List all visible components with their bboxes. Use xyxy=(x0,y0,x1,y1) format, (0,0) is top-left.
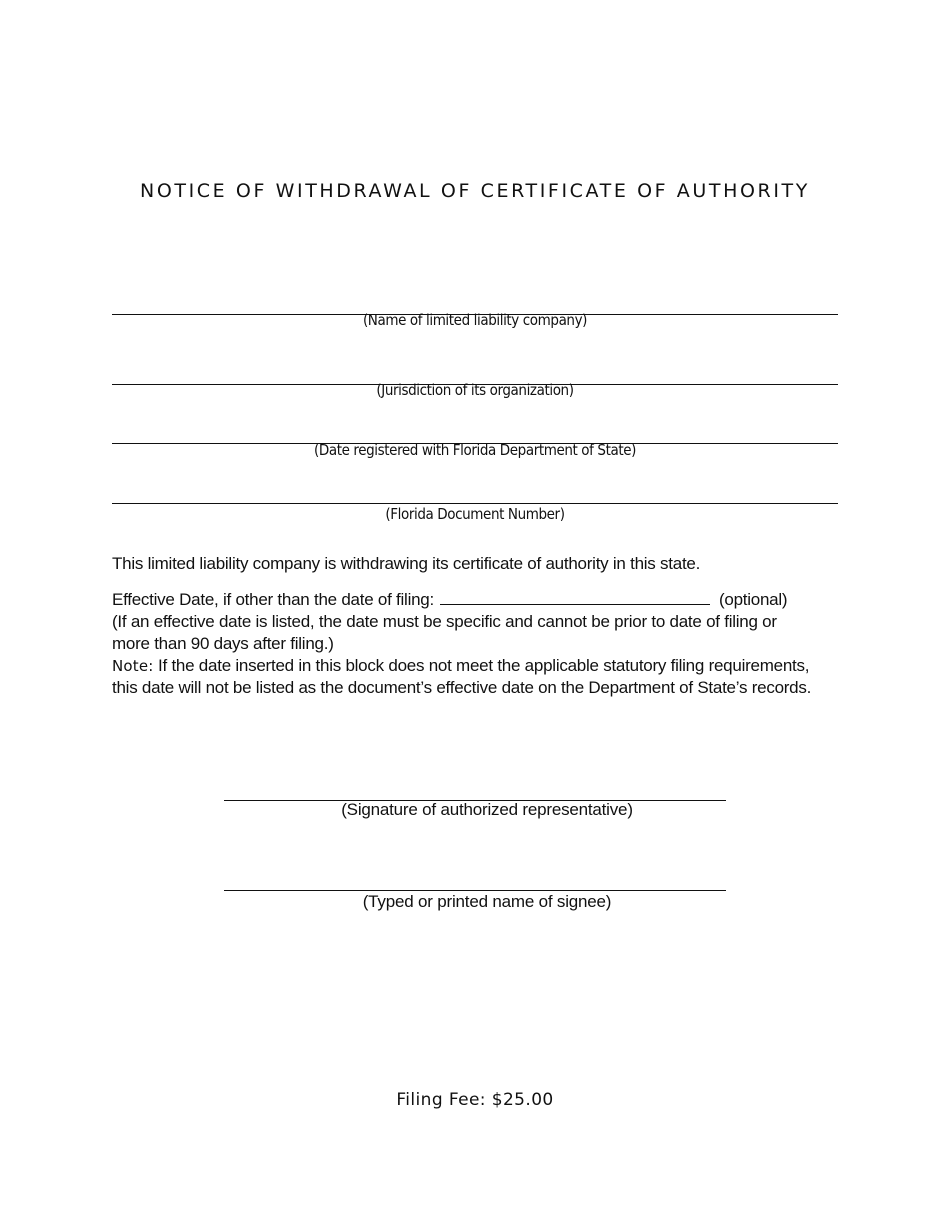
effective-date-explanation-2: more than 90 days after filing.) xyxy=(112,634,334,653)
note-text-1: If the date inserted in this block does not meet the applicable statutory filing requirements, xyxy=(153,656,810,675)
effective-date-optional: (optional) xyxy=(718,590,788,609)
document-number-caption: (Florida Document Number) xyxy=(385,505,565,523)
filing-fee xyxy=(0,1090,950,1110)
effective-date-label: Effective Date, if other than the date of filing: xyxy=(112,590,434,609)
company-name-caption: (Name of limited liability company) xyxy=(362,311,588,329)
effective-date-explanation-1: (If an effective date is listed, the date must be specific and cannot be prior to date of filing or xyxy=(112,612,777,631)
printed-name-caption: (Typed or printed name of signee) xyxy=(362,892,612,911)
note-label: Note: xyxy=(112,657,154,675)
effective-date-note-2: this date will not be listed as the document’s effective date on the Department of State’s records. xyxy=(112,678,812,697)
effective-date-note-1 xyxy=(112,655,842,677)
withdrawal-statement: This limited liability company is withdrawing its certificate of authority in this state. xyxy=(112,554,701,573)
filing-fee-label: Filing Fee: xyxy=(396,1090,486,1110)
jurisdiction-caption: (Jurisdiction of its organization) xyxy=(376,381,574,399)
filing-fee-amount: $25.00 xyxy=(491,1090,554,1110)
effective-date-row xyxy=(112,589,842,611)
date-registered-caption: (Date registered with Florida Department of State) xyxy=(314,441,636,459)
printed-name-line[interactable] xyxy=(224,890,726,891)
signature-caption: (Signature of authorized representative) xyxy=(341,800,633,819)
effective-date-blank[interactable] xyxy=(440,589,710,605)
form-title: NOTICE OF WITHDRAWAL OF CERTIFICATE OF AUTHORITY xyxy=(140,180,810,202)
document-number-line[interactable] xyxy=(112,503,838,504)
